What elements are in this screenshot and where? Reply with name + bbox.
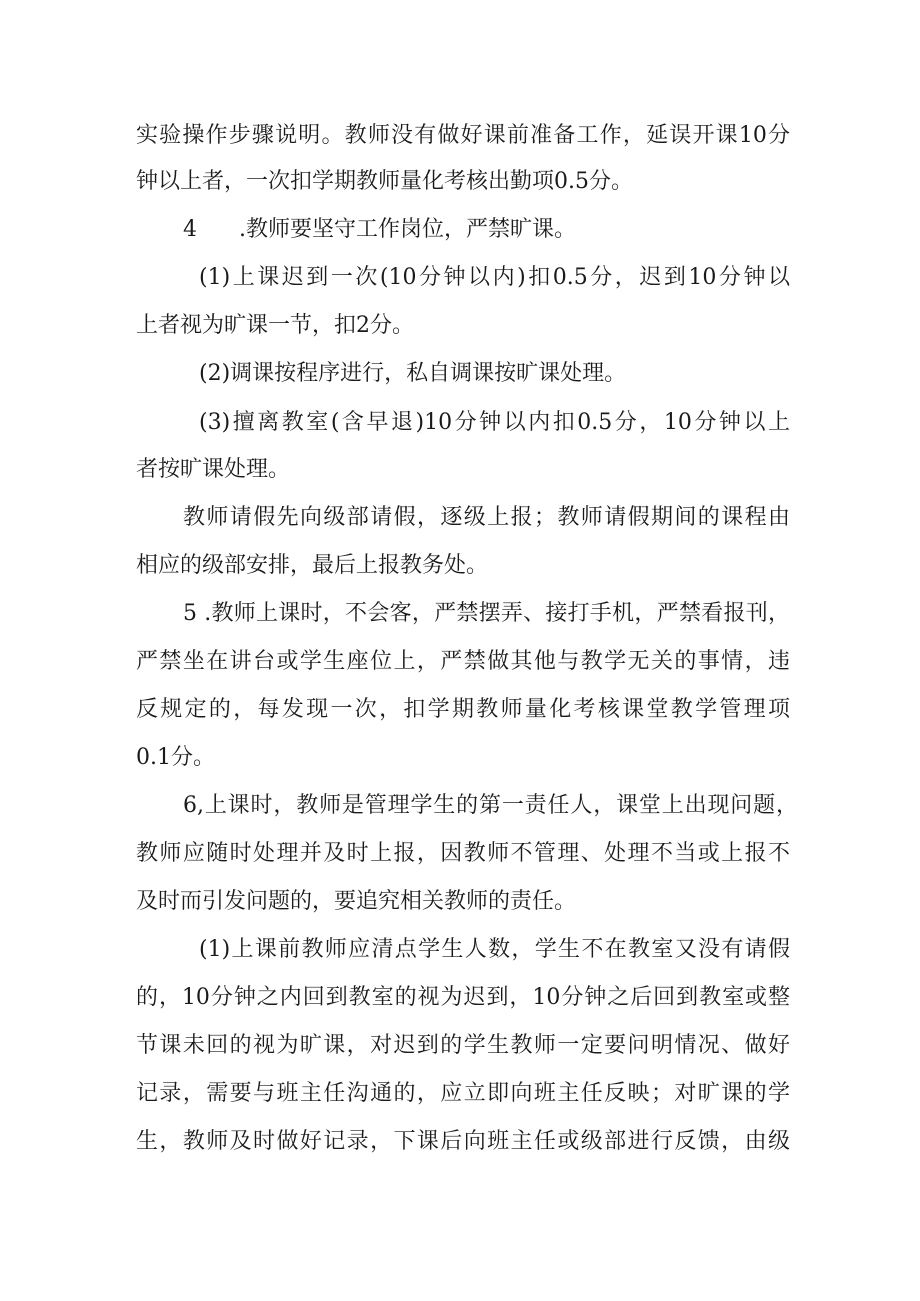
text-line: 0.1分。	[136, 745, 215, 770]
text-line: 实验操作步骤说明。教师没有做好课前准备工作，延误开课10分	[136, 123, 790, 148]
text-line: 教师应随时处理并及时上报，因教师不管理、处理不当或上报不	[136, 841, 790, 866]
text-line: 及时而引发问题的，要追究相关教师的责任。	[136, 889, 577, 914]
text-line: (1)上课前教师应清点学生人数，学生不在教室又没有请假	[199, 937, 790, 962]
text-line: 4 .教师要坚守工作岗位，严禁旷课。	[183, 217, 576, 242]
text-line: 者按旷课处理。	[136, 457, 291, 482]
text-line: 钟以上者，一次扣学期教师量化考核出勤项0.5分。	[136, 169, 633, 194]
text-line: 教师请假先向级部请假，逐级上报；教师请假期间的课程由	[183, 505, 790, 530]
text-line: 6,上课时，教师是管理学生的第一责任人，课堂上出现问题，	[183, 793, 798, 818]
text-line: (2)调课按程序进行，私自调课按旷课处理。	[199, 361, 627, 386]
text-line: 相应的级部安排，最后上报教务处。	[136, 553, 489, 578]
text-line: 的，10分钟之内回到教室的视为迟到，10分钟之后回到教室或整	[136, 985, 790, 1010]
text-line: 上者视为旷课一节，扣2分。	[136, 313, 414, 338]
text-line: 严禁坐在讲台或学生座位上，严禁做其他与教学无关的事情，违	[136, 649, 790, 674]
text-line: 5 .教师上课时，不会客，严禁摆弄、接打手机，严禁看报刊，	[183, 601, 790, 626]
text-line: 记录，需要与班主任沟通的，应立即向班主任反映；对旷课的学	[136, 1081, 790, 1106]
text-line: 反规定的，每发现一次，扣学期教师量化考核课堂教学管理项	[136, 697, 790, 722]
text-line: (3)擅离教室(含早退)10分钟以内扣0.5分，10分钟以上	[199, 410, 790, 435]
text-line: 节课未回的视为旷课，对迟到的学生教师一定要问明情况、做好	[136, 1033, 790, 1058]
text-line: 生，教师及时做好记录，下课后向班主任或级部进行反馈，由级	[136, 1129, 790, 1154]
text-line: (1)上课迟到一次(10分钟以内)扣0.5分，迟到10分钟以	[199, 265, 790, 290]
